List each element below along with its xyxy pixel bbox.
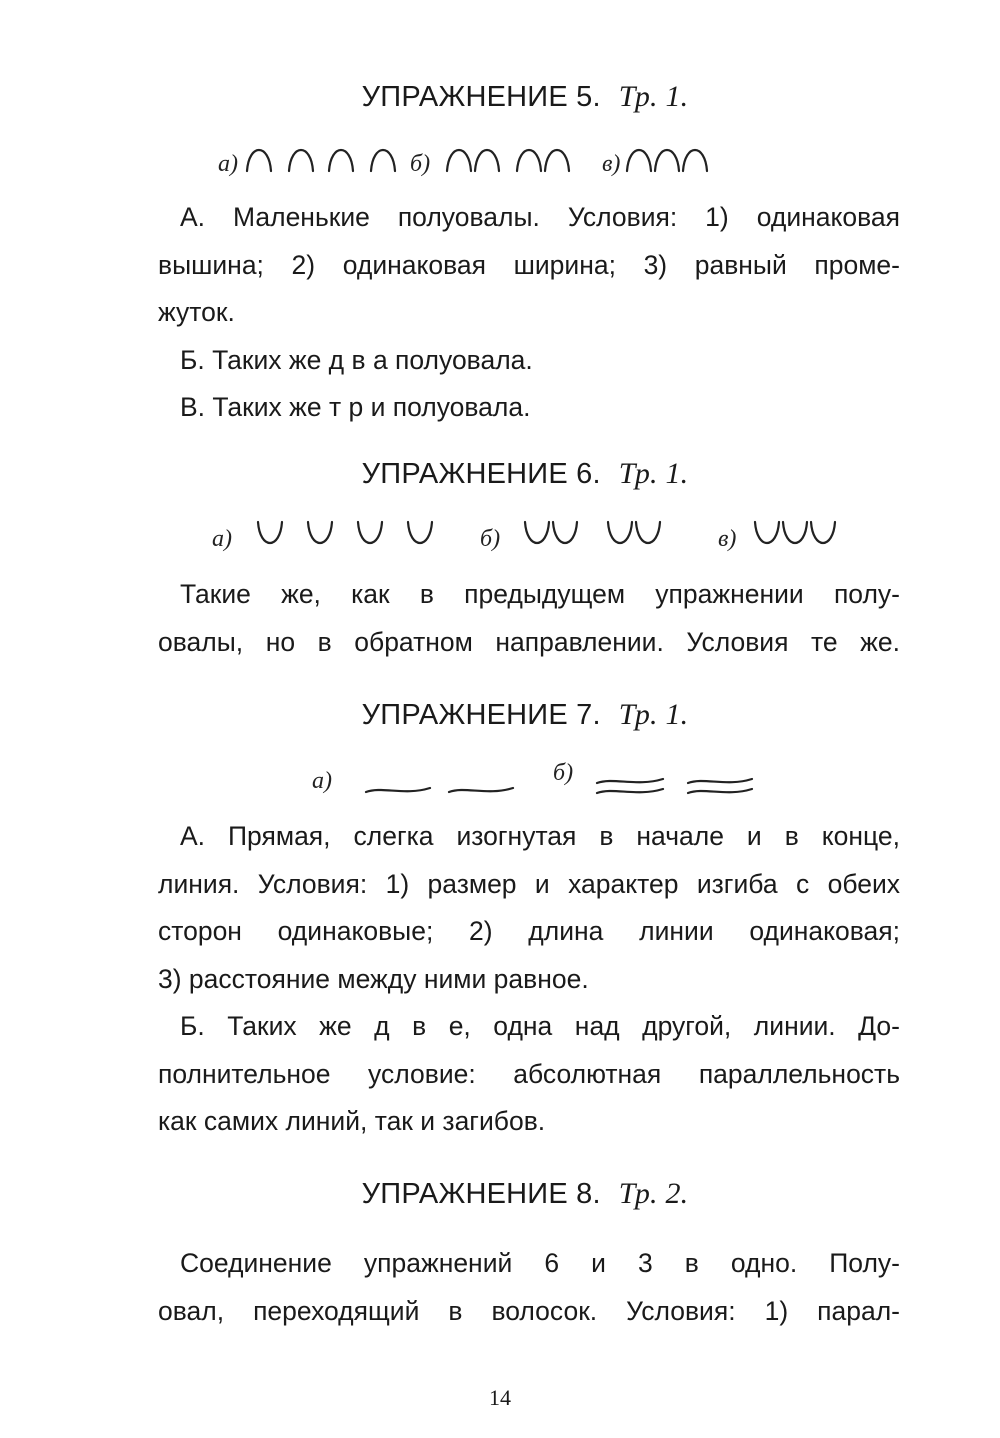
heading-title: УПРАЖНЕНИЕ 5. xyxy=(361,81,601,113)
cup-stroke xyxy=(308,522,332,543)
heading-tr: Тр. 1. xyxy=(618,80,689,113)
text-line: вышина; 2) одинаковая ширина; 3) равный проме- xyxy=(158,249,900,280)
heading-title: УПРАЖНЕНИЕ 7. xyxy=(361,699,601,731)
cup-stroke xyxy=(811,522,835,543)
line-stroke xyxy=(366,788,430,792)
exercise-5-script-sample xyxy=(0,135,1000,195)
line-stroke xyxy=(449,788,513,792)
heading-tr: Тр. 1. xyxy=(618,698,689,731)
exercise-6-script-sample xyxy=(0,510,1000,570)
specimen-label: а) xyxy=(218,151,238,177)
arch-stroke xyxy=(517,150,541,171)
exercise-7-heading xyxy=(0,698,1000,732)
text-line: линия. Условия: 1) размер и характер изгиба с обеих xyxy=(158,868,900,899)
specimen-label: в) xyxy=(718,526,737,552)
text-line: овалы, но в обратном направлении. Условия те же. xyxy=(158,626,900,657)
cup-stroke xyxy=(525,522,549,543)
arch-stroke xyxy=(371,150,395,171)
exercise-8-heading xyxy=(0,1177,1000,1211)
line-stroke xyxy=(688,779,752,783)
specimen-label: а) xyxy=(212,526,232,552)
page-number: 14 xyxy=(489,1385,511,1410)
heading-tr: Тр. 1. xyxy=(618,457,689,490)
text-line: А. Маленькие полуовалы. Условия: 1) одинаковая xyxy=(180,202,900,232)
cup-stroke xyxy=(636,522,660,543)
arch-stroke xyxy=(447,150,471,171)
line-stroke xyxy=(688,789,752,793)
specimen-label: б) xyxy=(410,151,431,177)
line-stroke xyxy=(597,789,663,793)
specimen-label: а) xyxy=(312,768,332,794)
exercise-7-script-sample xyxy=(0,760,1000,820)
text-line: как самих линий, так и загибов. xyxy=(158,1106,546,1136)
specimen-label: б) xyxy=(480,526,501,552)
text-line: 3) расстояние между ними равное. xyxy=(158,963,589,994)
specimen-label: б) xyxy=(553,760,574,786)
text-line: полнительное условие: абсолютная параллельность xyxy=(158,1058,900,1089)
exercise-7-text xyxy=(158,813,900,1146)
cup-stroke xyxy=(783,522,807,543)
exercise-6-text xyxy=(158,571,900,666)
cup-stroke xyxy=(755,522,779,543)
heading-tr: Тр. 2. xyxy=(618,1177,689,1210)
text-line: сторон одинаковые; 2) длина линии одинаковая; xyxy=(158,916,900,946)
text-line: жуток. xyxy=(158,297,235,327)
text-line: овал, переходящий в волосок. Условия: 1) парал- xyxy=(158,1295,900,1326)
text-line: Б. Таких же д в а полуовала. xyxy=(180,344,533,375)
arch-stroke xyxy=(247,150,271,171)
text-line: Б. Таких же д в е, одна над другой, линии. До- xyxy=(180,1011,900,1041)
cup-stroke xyxy=(608,522,632,543)
heading-title: УПРАЖНЕНИЕ 6. xyxy=(361,458,601,490)
text-line: В. Таких же т р и полуовала. xyxy=(180,392,531,422)
exercise-5-heading xyxy=(0,80,1000,114)
exercise-5-text xyxy=(158,194,900,432)
exercise-6-heading xyxy=(0,457,1000,491)
arch-stroke xyxy=(655,150,679,171)
cup-stroke xyxy=(358,522,382,543)
arch-stroke xyxy=(329,150,353,171)
specimen-label: в) xyxy=(602,151,621,177)
text-line: А. Прямая, слегка изогнутая в начале и в конце, xyxy=(180,821,900,851)
cup-stroke xyxy=(408,522,432,543)
heading-title: УПРАЖНЕНИЕ 8. xyxy=(361,1178,601,1210)
text-line: Такие же, как в предыдущем упражнении полу- xyxy=(180,579,900,609)
text-line: Соединение упражнений 6 и 3 в одно. Полу- xyxy=(180,1248,900,1278)
arch-stroke xyxy=(627,150,651,171)
arch-stroke xyxy=(475,150,499,171)
cup-stroke xyxy=(553,522,577,543)
line-stroke xyxy=(597,779,663,783)
arch-stroke xyxy=(683,150,707,171)
exercise-8-text xyxy=(158,1240,900,1335)
arch-stroke xyxy=(289,150,313,171)
cup-stroke xyxy=(258,522,282,543)
arch-stroke xyxy=(545,150,569,171)
